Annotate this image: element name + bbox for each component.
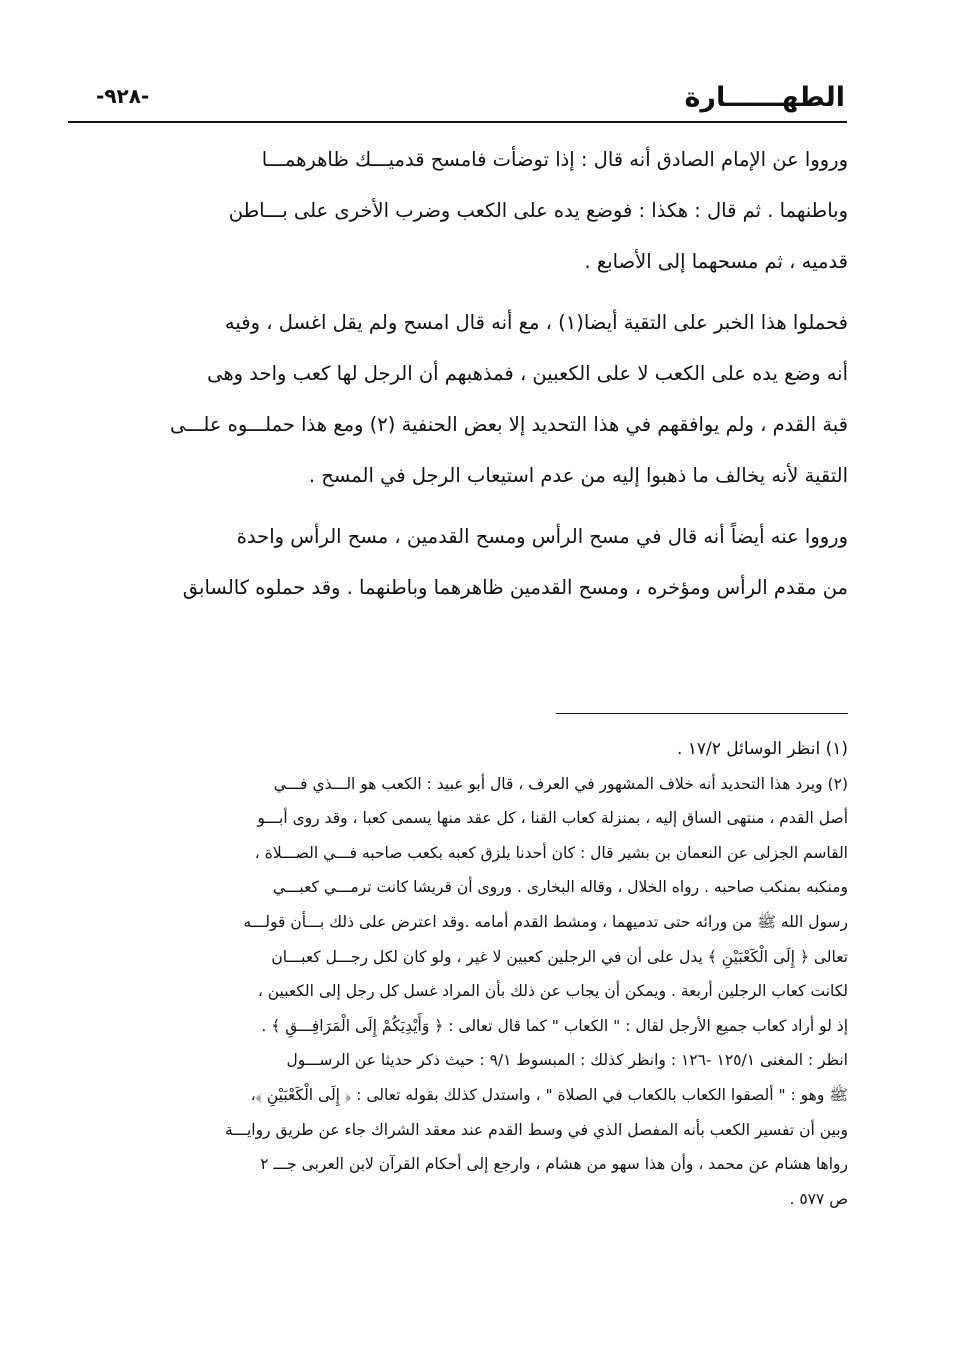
footnote-line: ﷺ وهو : " ألصقوا الكعاب بالكعاب في الصلاة " ، واستدل كذلك بقوله تعالى : ﴿ إِلَى الْكَعْبَيْنِ ﴾، [250, 1085, 848, 1104]
footnote-line: تعالى ﴿ إِلَى الْكَعْبَيْنِ ﴾ يدل على أن في الرجلين كعبين لا غير ، ولو كان لكل رجـــل كعبـــان [271, 947, 848, 966]
footnote-line: إذ لو أراد كعاب جميع الأرجل لقال : " الكعاب " كما قال تعالى : ﴿ وَأَيْدِيَكُمْ إِلَى الْمَرَافِـــقِ ﴾ . [261, 1016, 848, 1035]
footnote-line: انظر : المغنى ١٢٥/١ -١٢٦ : وانظر كذلك : المبسوط ٩/١ : حيث ذكر حديثا عن الرســـول [286, 1051, 848, 1070]
body-paragraph [80, 134, 848, 287]
header-divider [68, 121, 847, 123]
text-line: أنه وضع يده على الكعب لا على الكعبين ، فمذهبهم أن الرجل لها كعب واحد وهى [207, 362, 848, 385]
text-line: فحملوا هذا الخبر على التقية أيضا(١) ، مع أنه قال امسح ولم يقل اغسل ، وفيه [224, 311, 848, 334]
footnote-line: لكانت كعاب الرجلين أربعة . ويمكن أن يجاب عن ذلك بأن المراد غسل كل رجل إلى الكعبين ، [257, 982, 848, 1001]
text-line: وباطنهما . ثم قال : هكذا : فوضع يده على الكعب وضرب الأخرى على بـــاطن [228, 199, 848, 222]
footnote-line: رسول الله ﷺ من ورائه حتى تدميهما ، ومشط القدم أمامه .وقد اعترض على ذلك بـــأن قولـــه [243, 912, 848, 931]
body-paragraph [80, 511, 848, 613]
text-line: ورووا عن الإمام الصادق أنه قال : إذا توضأت فامسح قدميـــك ظاهرهمـــا [261, 148, 848, 171]
chapter-title: الطهــــــارة [684, 82, 845, 113]
footnote-line: ص ٥٧٧ . [789, 1189, 848, 1208]
footnote-line: ومنكبه بمنكب صاحبه . رواه الخلال ، وقاله البخارى . وروى أن قريشا كانت ترمـــي كعبـــي [272, 878, 848, 897]
footnote-line: رواها هشام عن محمد ، وأن هذا سهو من هشام ، وارجع إلى أحكام القرآن لابن العربى جـــ ٢ [260, 1155, 848, 1174]
footnote-2 [80, 767, 848, 1217]
text-line: ورووا عنه أيضاً أنه قال في مسح الرأس ومسح القدمين ، مسح الرأس واحدة [236, 525, 848, 548]
text-line: التقية لأنه يخالف ما ذهبوا إليه من عدم استيعاب الرجل في المسح . [308, 464, 848, 487]
text-line: قدميه ، ثم مسحهما إلى الأصابع . [584, 250, 848, 273]
footnotes [80, 732, 848, 1216]
body-paragraph [80, 297, 848, 501]
text-line: من مقدم الرأس ومؤخره ، ومسح القدمين ظاهرهما وباطنهما . وقد حملوه كالسابق [182, 576, 848, 599]
footnote-line: وبين أن تفسير الكعب بأنه المفصل الذي في وسط القدم عند معقد الشراك جاء عن طريق روايـــة [225, 1120, 848, 1139]
footnote-line: (١) انظر الوسائل ١٧/٢ . [676, 739, 848, 759]
footnote-line: (٢) ويرد هذا التحديد أنه خلاف المشهور في العرف ، قال أبو عبيد : الكعب هو الـــذي فـــي [273, 774, 848, 793]
footnote-line: القاسم الجزلى عن النعمان بن بشير قال : كان أحدنا يلزق كعبه بكعب صاحبه فـــي الصـــلاة ، [254, 843, 848, 862]
footnote-line: أصل القدم ، منتهى الساق إليه ، بمنزلة كعاب القنا ، كل عقد منها يسمى كعبا ، وقد روى أبـــو [257, 809, 848, 828]
footnote-divider [556, 713, 848, 714]
body-text [80, 134, 848, 613]
footnote-1 [80, 732, 848, 767]
text-line: قبة القدم ، ولم يوافقهم في هذا التحديد إلا بعض الحنفية (٢) ومع هذا حملـــوه علـــى [170, 413, 848, 436]
page-number: -٩٢٨- [96, 84, 150, 108]
